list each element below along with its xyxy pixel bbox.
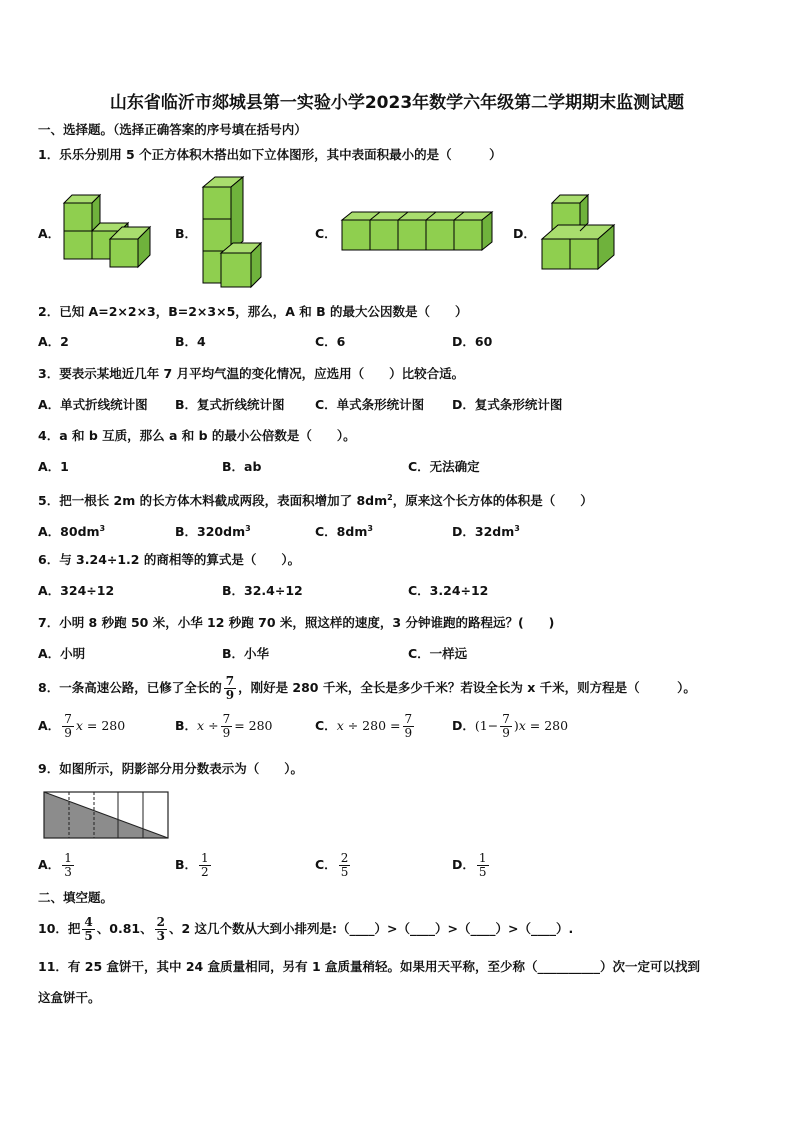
q3-option-d: D．复式条形统计图	[452, 397, 563, 412]
section-choice-heading: 一、选择题。（选择正确答案的序号填在括号内）	[38, 122, 307, 137]
question-7: 7．小明 8 秒跑 50 米，小华 12 秒跑 70 米，照这样的速度，3 分钟谁跑的路程远？( )	[38, 615, 555, 630]
q1-figure-a	[62, 193, 162, 273]
q3-option-a: A．单式折线统计图	[38, 397, 148, 412]
q4-option-b: B．ab	[222, 459, 262, 474]
page-title: 山东省临沂市郯城县第一实验小学2023年数学六年级第二学期期末监测试题	[109, 93, 685, 113]
q9-shaded-rectangle-figure	[42, 790, 172, 842]
question-3: 3．要表示某地近几年 7 月平均气温的变化情况，应选用（ ）比较合适。	[38, 366, 465, 381]
q2-option-d: D．60	[452, 334, 493, 349]
q8-option-b: B．x ÷ $\frac{7}{9}$ = 280	[175, 712, 273, 740]
q1-option-a-label: A．	[38, 226, 61, 241]
q1-option-d-label: D．	[513, 226, 536, 241]
q3-option-b: B．复式折线统计图	[175, 397, 285, 412]
q1-option-b-label: B．	[175, 226, 198, 241]
q6-option-a: A．324÷12	[38, 583, 115, 598]
question-10: 10．把 $\frac{4}{5}$ 、0.81、 $\frac{2}{3}$ 、2 这几个数从大到小排列是:（____）>（____）>（____）>（____）.	[38, 915, 574, 943]
q1-figure-c	[340, 210, 500, 255]
q5-option-c: C．$8dm^3$	[315, 524, 373, 540]
q4-option-c: C．无法确定	[408, 459, 480, 474]
section-fill-heading: 二、填空题。	[38, 890, 114, 905]
q9-option-b: B． $\frac{1}{2}$	[175, 851, 209, 879]
q8-option-a: A． $\frac{7}{9}$ x = 280	[38, 712, 126, 740]
q7-option-a: A．小明	[38, 646, 86, 661]
q9-option-d: D． $\frac{1}{5}$	[452, 851, 487, 879]
question-2: 2．已知 A=2×2×3，B=2×3×5，那么，A 和 B 的最大公因数是（ ）	[38, 304, 468, 319]
question-5: 5．把一根长 2m 的长方体木料截成两段，表面积增加了 $8dm^2$，原来这个长方体的体积是（ ）	[38, 493, 593, 509]
q7-option-c: C．一样远	[408, 646, 468, 661]
q2-option-c: C．6	[315, 334, 346, 349]
q5-option-a: A．$80dm^3$	[38, 524, 106, 540]
question-11-line-1: 11．有 25 盒饼干，其中 24 盒质量相同，另有 1 盒质量稍轻。如果用天平称，至少称（__________）次一定可以找到	[38, 959, 700, 974]
q1-figure-b	[199, 175, 279, 290]
q8-option-d: D．(1− $\frac{7}{9}$ )x = 280	[452, 712, 569, 740]
q8-option-c: C．x ÷ 280 = $\frac{7}{9}$	[315, 712, 413, 740]
q5-option-d: D．$32dm^3$	[452, 524, 520, 540]
question-11-line-2: 这盒饼干。	[38, 990, 101, 1005]
q9-option-a: A． $\frac{1}{3}$	[38, 851, 72, 879]
q6-option-c: C．3.24÷12	[408, 583, 489, 598]
question-8: 8．一条高速公路，已修了全长的 $\frac{7}{9}$ ，刚好是 280 千米，全长是多少千米？若设全长为 x 千米，则方程是（ ）。	[38, 674, 696, 702]
q1-figure-d	[540, 193, 620, 273]
question-9: 9．如图所示，阴影部分用分数表示为（ ）。	[38, 761, 303, 776]
question-6: 6．与 3.24÷1.2 的商相等的算式是（ ）。	[38, 552, 301, 567]
q1-option-c-label: C．	[315, 226, 337, 241]
q2-option-a: A．2	[38, 334, 69, 349]
q2-option-b: B．4	[175, 334, 206, 349]
q8-fraction: $\frac{7}{9}$	[225, 674, 235, 702]
q4-option-a: A．1	[38, 459, 69, 474]
question-4: 4．a 和 b 互质，那么 a 和 b 的最小公倍数是（ ）。	[38, 428, 356, 443]
q7-option-b: B．小华	[222, 646, 270, 661]
q5-option-b: B．$320dm^3$	[175, 524, 251, 540]
q6-option-b: B．32.4÷12	[222, 583, 303, 598]
q3-option-c: C．单式条形统计图	[315, 397, 425, 412]
q9-option-c: C． $\frac{2}{5}$	[315, 851, 349, 879]
question-1: 1．乐乐分别用 5 个正方体积木搭出如下立体图形，其中表面积最小的是（ ）	[38, 147, 502, 162]
